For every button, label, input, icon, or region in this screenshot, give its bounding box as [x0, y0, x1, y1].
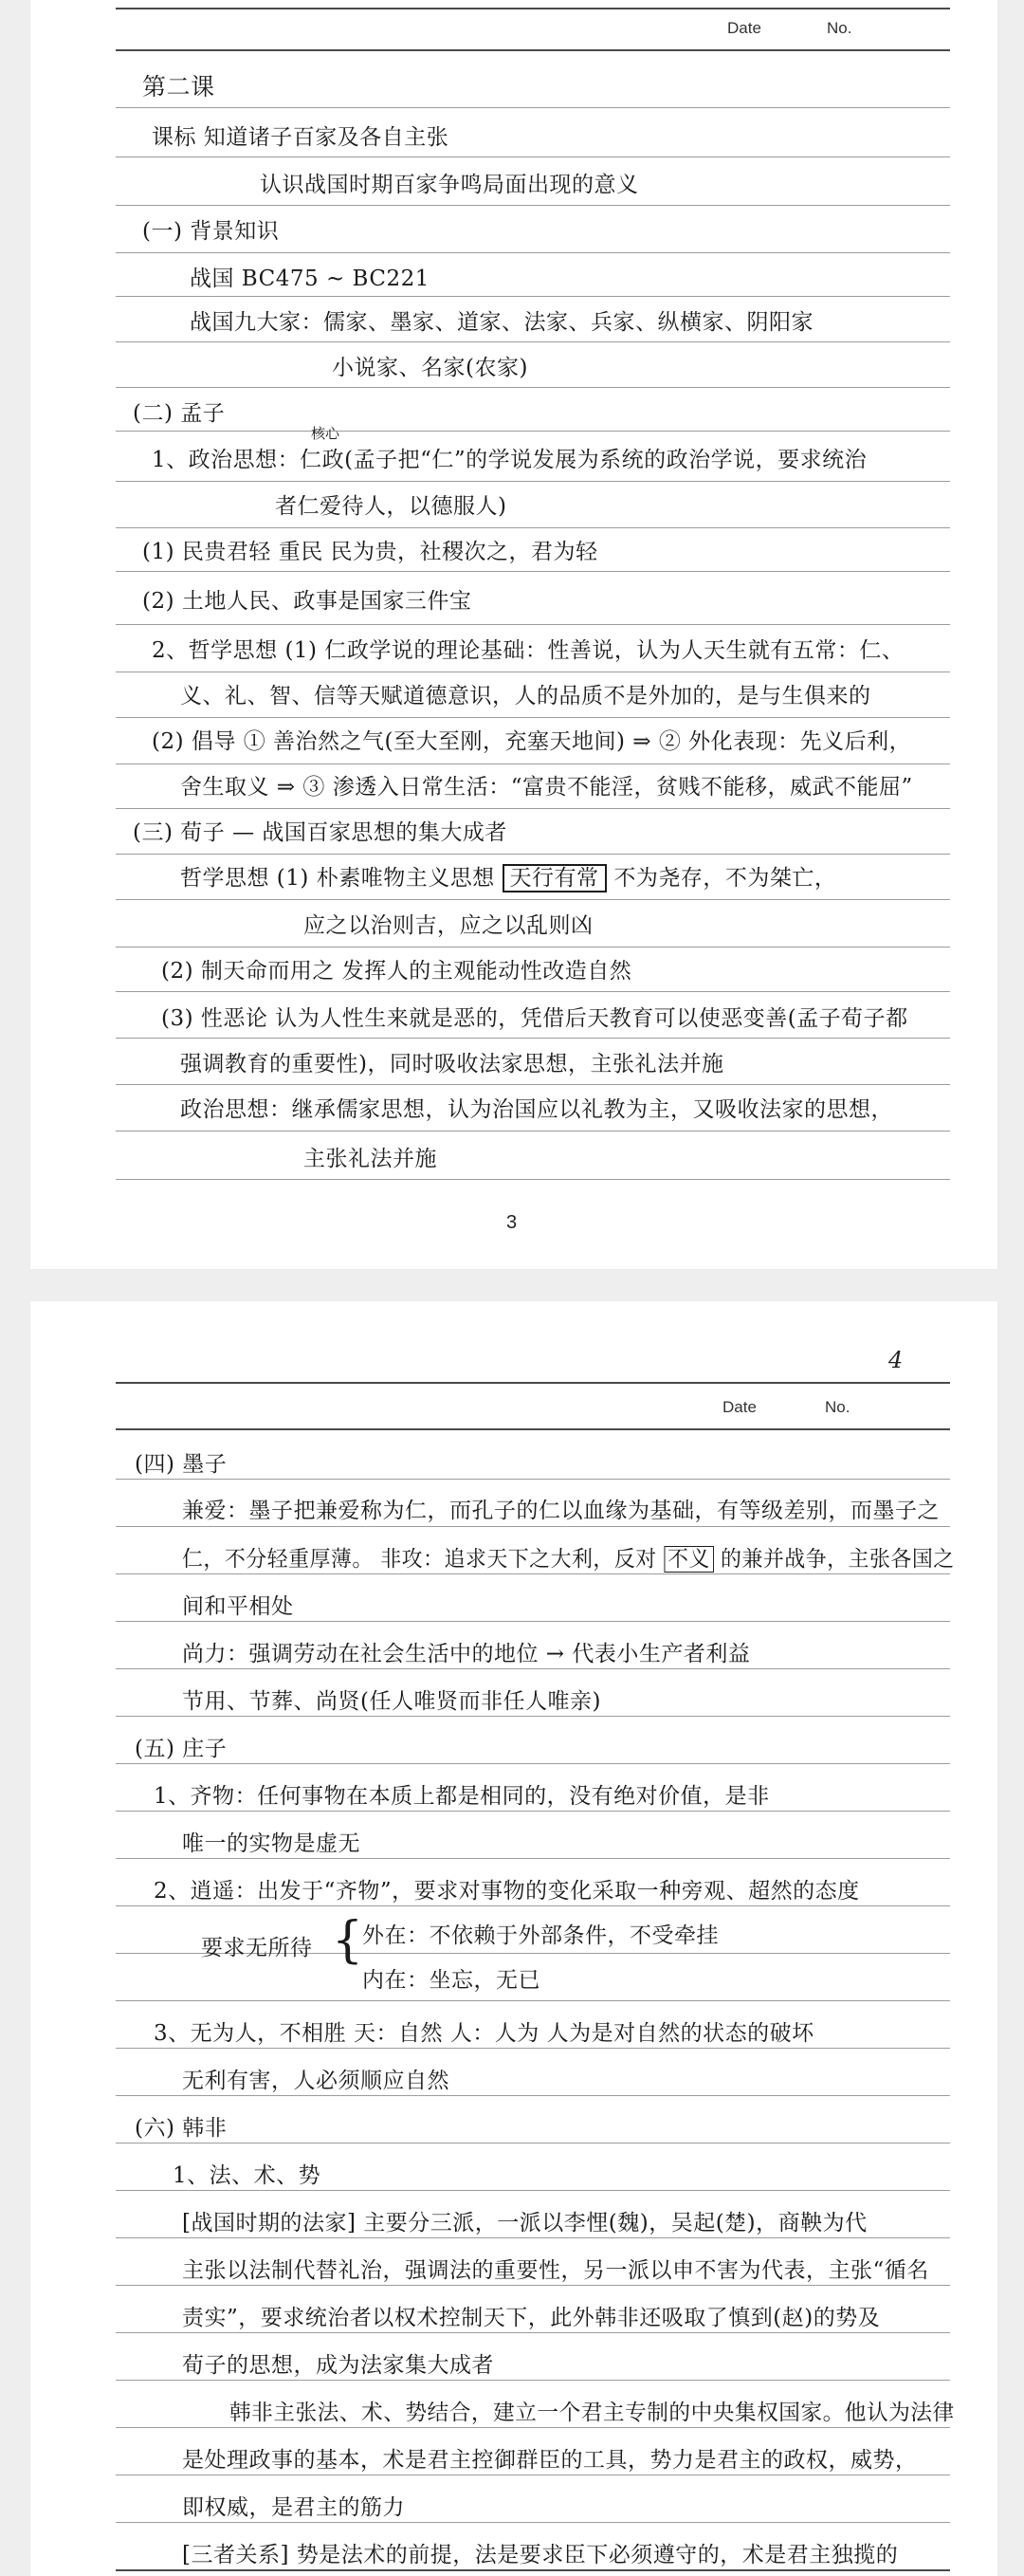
note-line: (2) 制天命而用之 发挥人的主观能动性改造自然: [161, 959, 632, 984]
note-line: [180, 865, 836, 892]
note-line: 外在：不依赖于外部条件，不受牵挂: [362, 1923, 719, 1948]
note-line: [三者关系] 势是法术的前提，法是要求臣下必须遵守的，术是君主独揽的: [182, 2543, 899, 2567]
note-line: 2、逍遥：出发于“齐物”，要求对事物的变化采取一种旁观、超然的态度: [154, 1879, 860, 1904]
section-heading: (一) 背景知识: [142, 219, 280, 244]
note-line: 兼爱：墨子把兼爱称为仁，而孔子的仁以血缘为基础，有等级差别，而墨子之: [182, 1499, 940, 1523]
ruled-line: [116, 431, 950, 432]
ruled-line: [116, 156, 950, 157]
note-line: 主张以法制代替礼治，强调法的重要性，另一派以申不害为代表，主张“循名: [182, 2258, 929, 2283]
corner-mark: 4: [888, 1347, 904, 1373]
ruled-line: [116, 1428, 950, 1430]
ruled-line: [116, 2000, 950, 2001]
note-line: 荀子的思想，成为法家集大成者: [182, 2353, 494, 2378]
note-line: 唯一的实物是虚无: [182, 1831, 360, 1856]
mozi-renai-text: 仁，不分轻重厚薄。: [182, 1547, 374, 1572]
ruled-line: [116, 991, 950, 992]
boxed-phrase: 天行有常: [503, 864, 607, 892]
ruled-line: [116, 854, 950, 855]
section-heading: (三) 荀子 — 战国百家思想的集大成者: [133, 820, 507, 845]
note-line: 战国九大家：儒家、墨家、道家、法家、兵家、纵横家、阴阳家: [190, 310, 814, 335]
note-line: 内在：坐忘，无已: [362, 1968, 540, 1993]
xunzi-philosophy-text: 哲学思想 (1) 朴素唯物主义思想: [180, 866, 495, 891]
ruled-line: [116, 899, 950, 900]
curriculum-line: 认识战国时期百家争鸣局面出现的意义: [260, 173, 639, 197]
note-line: (2) 土地人民、政事是国家三件宝: [142, 589, 472, 614]
ruled-line: [116, 107, 950, 108]
note-line: 即权威，是君主的筋力: [182, 2495, 405, 2520]
note-line: 责实”，要求统治者以权术控制天下，此外韩非还吸取了慎到(赵)的势及: [182, 2306, 881, 2330]
lesson-title: 第二课: [142, 73, 215, 101]
note-line: 战国 BC475 ~ BC221: [190, 267, 430, 291]
ruled-line: [116, 387, 950, 388]
ruled-line: [116, 1811, 950, 1812]
ruled-line: [116, 1858, 950, 1859]
note-line: 尚力：强调劳动在社会生活中的地位 → 代表小生产者利益: [182, 1642, 751, 1666]
ruled-line: [116, 296, 950, 297]
note-line: 主张礼法并施: [303, 1147, 437, 1171]
ruled-line: [116, 1179, 950, 1180]
number-label: No.: [825, 1398, 850, 1416]
note-line: 要求无所待: [201, 1936, 313, 1960]
ruled-line: [116, 2190, 950, 2191]
section-heading: (六) 韩非: [135, 2116, 228, 2141]
ruled-line: [116, 717, 950, 718]
mozi-feigong-tail: 的兼并战争，主张各国之: [721, 1547, 955, 1572]
ruled-line: [116, 1526, 950, 1527]
brace-symbol: {: [332, 1912, 364, 1969]
ruled-line: [116, 947, 950, 948]
ruled-line: [116, 205, 950, 206]
note-line: (2) 倡导 ① 善治然之气(至大至刚，充塞天地间) ⇒ ② 外化表现：先义后利，: [152, 729, 912, 754]
curriculum-line: 课标 知道诸子百家及各自主张: [152, 125, 449, 150]
section-heading: (四) 墨子: [135, 1452, 228, 1477]
ruled-line: [116, 1573, 950, 1574]
note-line: 韩非主张法、术、势结合，建立一个君主专制的中央集权国家。他认为法律: [229, 2401, 955, 2425]
ruled-line: [116, 1668, 950, 1669]
ruled-line: [116, 808, 950, 809]
date-label: Date: [727, 19, 761, 37]
ruled-line: [116, 252, 950, 253]
ruled-line: [116, 2569, 950, 2571]
note-line: 1、齐物：任何事物在本质上都是相同的，没有绝对价值，是非: [154, 1784, 770, 1809]
note-line: (3) 性恶论 认为人性生来就是恶的，凭借后天教育可以使恶变善(孟子荀子都: [161, 1006, 908, 1031]
ruled-line: [116, 2332, 950, 2333]
note-line: 2、哲学思想 (1) 仁政学说的理论基础：性善说，认为人天生就有五常：仁、: [152, 638, 905, 663]
ruled-line: [116, 2522, 950, 2523]
ruled-line: [116, 571, 950, 572]
ruled-line: [116, 1382, 950, 1384]
ruled-line: [116, 2237, 950, 2238]
note-line: 者仁爱待人，以德服人): [275, 494, 507, 519]
ruled-line: [116, 1763, 950, 1764]
note-line: 节用、节葬、尚贤(任人唯贤而非任人唯亲): [182, 1689, 601, 1714]
number-label: No.: [827, 19, 852, 37]
ruled-line: [116, 49, 950, 51]
ruled-line: [116, 1621, 950, 1622]
note-line: [182, 1546, 955, 1573]
ruled-line: [116, 1479, 950, 1480]
ruled-line: [116, 624, 950, 625]
ruled-line: [116, 1084, 950, 1085]
note-line: [战国时期的法家] 主要分三派，一派以李悝(魏)，吴起(楚)，商鞅为代: [182, 2211, 868, 2236]
note-line: 应之以治则吉，应之以乱则凶: [303, 913, 594, 938]
ruled-line: [116, 1131, 950, 1132]
mozi-feigong-text: 非攻：追求天下之大利，反对: [380, 1547, 657, 1572]
ruled-line: [116, 341, 950, 342]
notebook-page-2: [30, 1301, 997, 2576]
ruled-line: [116, 8, 950, 9]
note-line: 间和平相处: [182, 1594, 294, 1619]
section-heading: (五) 庄子: [135, 1737, 228, 1761]
note-line: 强调教育的重要性)，同时吸收法家思想，主张礼法并施: [180, 1052, 724, 1076]
note-line: 3、无为人，不相胜 天：自然 人：人为 人为是对自然的状态的破坏: [154, 2021, 814, 2046]
note-line: (1) 民贵君轻 重民 民为贵，社稷次之，君为轻: [142, 540, 598, 564]
note-line: 政治思想：继承儒家思想，认为治国应以礼教为主，又吸收法家的思想，: [180, 1097, 893, 1122]
note-line: 是处理政事的基本，术是君主控御群臣的工具，势力是君主的政权，威势，: [182, 2448, 918, 2473]
ruled-line: [116, 2048, 950, 2049]
ruled-line: [116, 1038, 950, 1039]
ruled-line: [116, 2427, 950, 2428]
date-label: Date: [722, 1398, 757, 1416]
note-line: 无利有害，人必须顺应自然: [182, 2069, 449, 2093]
ruled-line: [116, 2095, 950, 2096]
ruled-line: [116, 1716, 950, 1717]
ruled-line: [116, 2143, 950, 2144]
ruled-line: [116, 2285, 950, 2286]
note-line: 义、礼、智、信等天赋道德意识，人的品质不是外加的，是与生俱来的: [180, 684, 871, 708]
ruled-line: [116, 481, 950, 482]
ruled-line: [116, 1905, 950, 1906]
note-line: 1、政治思想：仁政(孟子把“仁”的学说发展为系统的政治学说，要求统治: [152, 448, 868, 472]
xunzi-philosophy-tail: 不为尧存，不为桀亡，: [613, 866, 837, 891]
ruled-line: [116, 527, 950, 528]
page-number: 3: [506, 1212, 518, 1233]
annotation-note: 核心: [311, 425, 340, 442]
notebook-page-1: [30, 0, 997, 1269]
note-line: 小说家、名家(农家): [332, 356, 528, 380]
note-line: 1、法、术、势: [173, 2163, 321, 2188]
note-line: 舍生取义 ⇒ ③ 渗透入日常生活：“富贵不能淫，贫贱不能移，威武不能屈”: [180, 775, 913, 800]
boxed-phrase: 不义: [664, 1546, 713, 1573]
section-heading: (二) 孟子: [133, 401, 226, 426]
ruled-line: [116, 2380, 950, 2381]
